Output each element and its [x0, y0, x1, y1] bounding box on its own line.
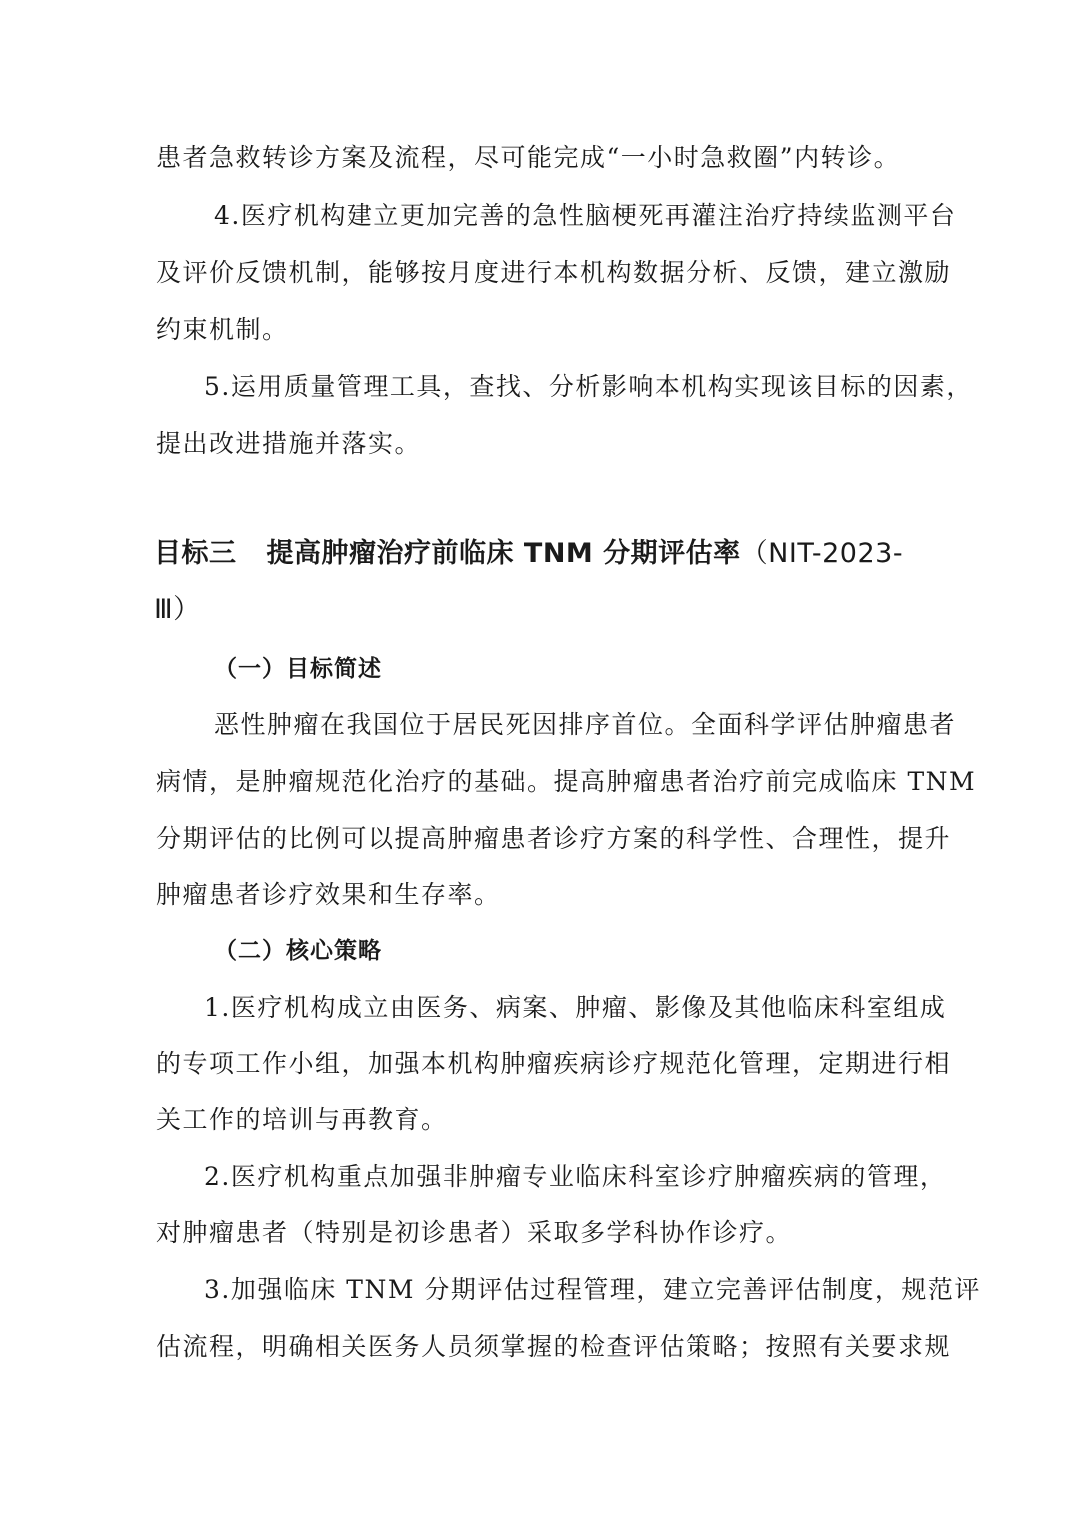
paragraph-line: 4.医疗机构建立更加完善的急性脑梗死再灌注治疗持续监测平台 — [214, 201, 957, 230]
paragraph-line: 的专项工作小组，加强本机构肿瘤疾病诊疗规范化管理，定期进行相 — [156, 1049, 952, 1078]
paragraph-line: 关工作的培训与再教育。 — [156, 1105, 448, 1134]
paragraph-line: 患者急救转诊方案及流程，尽可能完成“一小时急救圈”内转诊。 — [156, 143, 901, 172]
paragraph-line: 及评价反馈机制，能够按月度进行本机构数据分析、反馈，建立激励 — [156, 258, 952, 287]
section-heading: （二）核心策略 — [214, 937, 382, 964]
goal-code: （NIT-2023- — [740, 538, 904, 569]
goal-title: 提高肿瘤治疗前临床 TNM 分期评估率 — [266, 538, 741, 569]
goal-code-continuation: Ⅲ） — [154, 594, 201, 625]
goal-heading-continuation — [154, 592, 926, 628]
paragraph-line: 3.加强临床 TNM 分期评估过程管理，建立完善评估制度，规范评 — [204, 1275, 981, 1304]
goal-label: 目标三 — [154, 538, 237, 569]
paragraph-line: 2.医疗机构重点加强非肿瘤专业临床科室诊疗肿瘤疾病的管理， — [204, 1162, 947, 1191]
section-heading: （一）目标简述 — [214, 655, 382, 682]
paragraph-line: 提出改进措施并落实。 — [156, 429, 422, 458]
goal-heading — [154, 536, 926, 572]
paragraph-line: 约束机制。 — [156, 315, 289, 344]
paragraph-line: 分期评估的比例可以提高肿瘤患者诊疗方案的科学性、合理性，提升 — [156, 824, 952, 853]
paragraph-line: 5.运用质量管理工具，查找、分析影响本机构实现该目标的因素， — [204, 372, 973, 401]
paragraph-line: 对肿瘤患者（特别是初诊患者）采取多学科协作诊疗。 — [156, 1218, 793, 1247]
paragraph-line: 估流程，明确相关医务人员须掌握的检查评估策略；按照有关要求规 — [156, 1332, 952, 1361]
paragraph-line: 肿瘤患者诊疗效果和生存率。 — [156, 880, 501, 909]
paragraph-line: 病情，是肿瘤规范化治疗的基础。提高肿瘤患者治疗前完成临床 TNM — [156, 767, 977, 796]
paragraph-line: 1.医疗机构成立由医务、病案、肿瘤、影像及其他临床科室组成 — [204, 993, 947, 1022]
paragraph-line: 恶性肿瘤在我国位于居民死因排序首位。全面科学评估肿瘤患者 — [214, 710, 957, 739]
